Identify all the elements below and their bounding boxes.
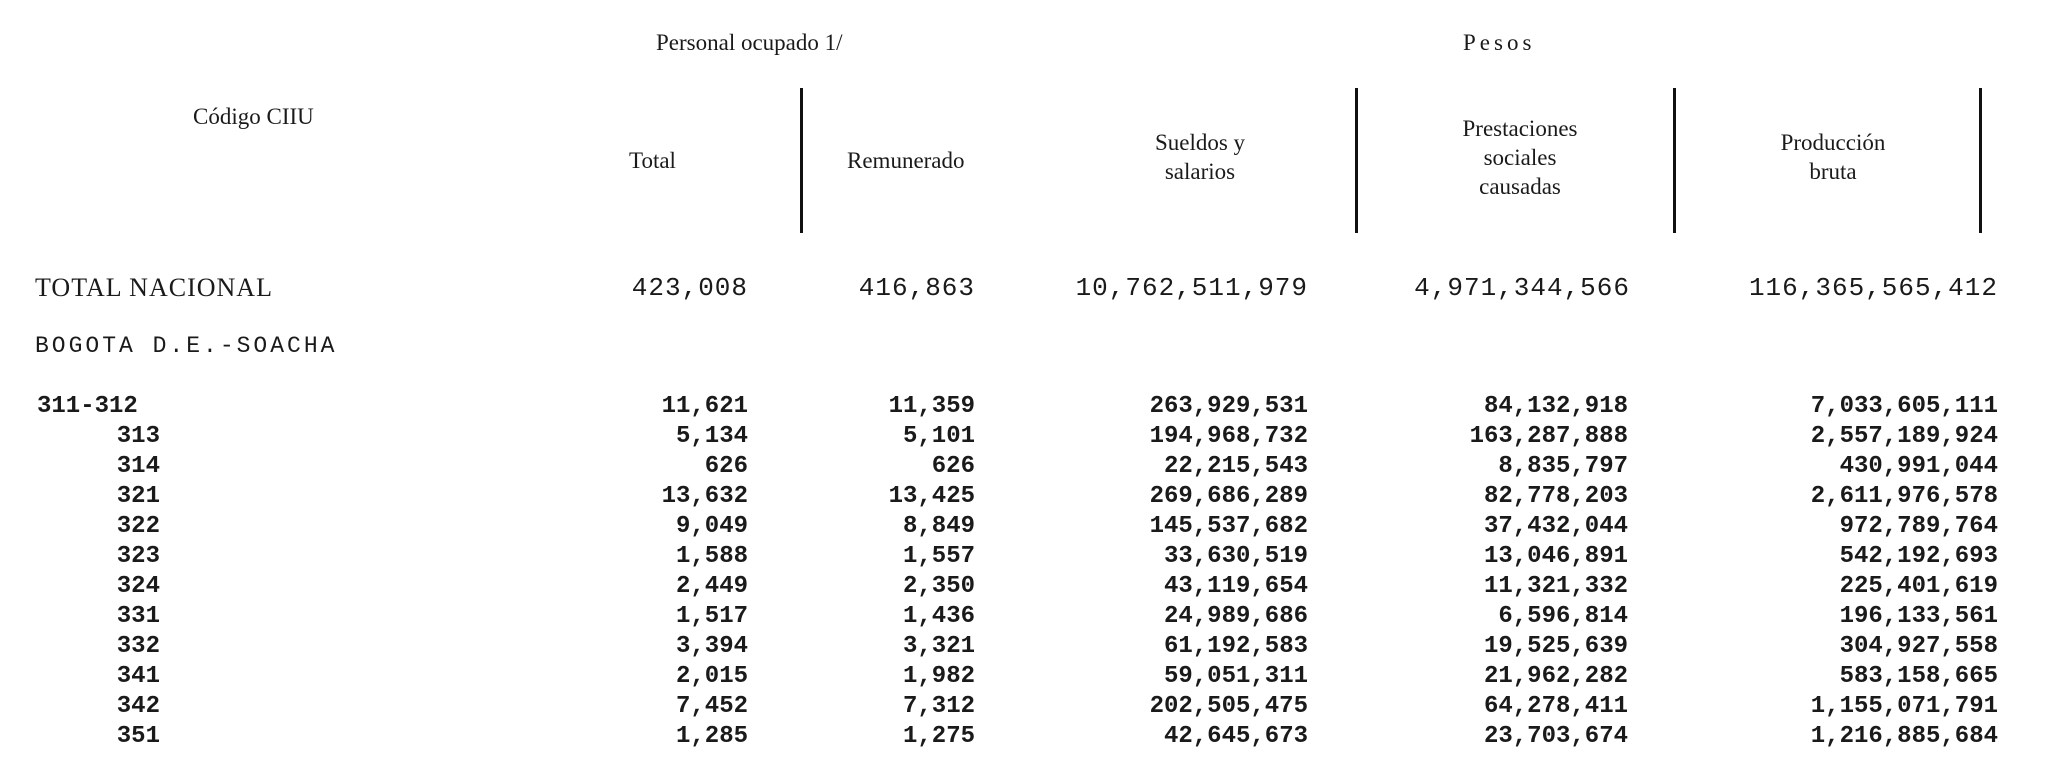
sueldos-cell: 33,630,519	[1163, 543, 1308, 570]
remunerado-cell: 8,849	[902, 513, 975, 540]
sueldos-cell: 269,686,289	[1149, 483, 1308, 510]
remunerado-cell: 1,557	[902, 543, 975, 570]
remunerado-header: Remunerado	[847, 148, 965, 173]
total-cell: 1,517	[675, 603, 748, 630]
prestaciones-cell: 23,703,674	[1483, 723, 1628, 750]
produccion-cell: 7,033,605,111	[1810, 393, 1998, 420]
total-nacional-sueldos: 10,762,511,979	[1075, 273, 1308, 303]
table-row	[0, 452, 2045, 482]
ciiu-code: 342	[116, 693, 160, 720]
total-cell: 3,394	[675, 633, 748, 660]
prestaciones-cell: 19,525,639	[1483, 633, 1628, 660]
total-cell: 1,588	[675, 543, 748, 570]
table-row	[0, 692, 2045, 722]
sueldos-cell: 61,192,583	[1163, 633, 1308, 660]
total-cell: 13,632	[661, 483, 748, 510]
ciiu-code: 314	[116, 453, 160, 480]
prestaciones-cell: 64,278,411	[1483, 693, 1628, 720]
sueldos-cell: 202,505,475	[1149, 693, 1308, 720]
total-cell: 11,621	[661, 393, 748, 420]
produccion-cell: 972,789,764	[1839, 513, 1998, 540]
produccion-header: Producción bruta	[1780, 130, 1886, 184]
total-nacional-prestaciones: 4,971,344,566	[1414, 273, 1630, 303]
total-nacional-remunerado: 416,863	[858, 273, 975, 303]
table-row	[0, 422, 2045, 452]
prestaciones-cell: 6,596,814	[1498, 603, 1628, 630]
produccion-cell: 542,192,693	[1839, 543, 1998, 570]
sueldos-cell: 42,645,673	[1163, 723, 1308, 750]
produccion-cell: 2,557,189,924	[1810, 423, 1998, 450]
pesos-header: Pesos	[1463, 30, 1536, 55]
produccion-cell: 2,611,976,578	[1810, 483, 1998, 510]
ciiu-code: 332	[116, 633, 160, 660]
total-nacional-produccion: 116,365,565,412	[1748, 273, 1998, 303]
table-row	[0, 662, 2045, 692]
prestaciones-cell: 84,132,918	[1483, 393, 1628, 420]
codigo-ciiu-header: Código CIIU	[193, 104, 314, 129]
remunerado-cell: 7,312	[902, 693, 975, 720]
remunerado-cell: 13,425	[888, 483, 975, 510]
produccion-cell: 583,158,665	[1839, 663, 1998, 690]
remunerado-cell: 11,359	[888, 393, 975, 420]
total-nacional-label: TOTAL NACIONAL	[35, 273, 273, 302]
region-label: BOGOTA D.E.-SOACHA	[35, 333, 338, 359]
remunerado-cell: 1,275	[902, 723, 975, 750]
prestaciones-cell: 21,962,282	[1483, 663, 1628, 690]
remunerado-cell: 5,101	[902, 423, 975, 450]
sueldos-header: Sueldos y salarios	[1154, 130, 1246, 184]
table-row	[0, 572, 2045, 602]
total-nacional-total: 423,008	[631, 273, 748, 303]
total-header: Total	[629, 148, 676, 173]
table-row	[0, 512, 2045, 542]
remunerado-cell: 1,436	[902, 603, 975, 630]
table-row	[0, 392, 2045, 422]
prestaciones-cell: 13,046,891	[1483, 543, 1628, 570]
sueldos-cell: 24,989,686	[1163, 603, 1308, 630]
ciiu-code: 311-312	[37, 393, 138, 420]
remunerado-cell: 626	[931, 453, 975, 480]
sueldos-cell: 145,537,682	[1149, 513, 1308, 540]
produccion-cell: 1,216,885,684	[1810, 723, 1998, 750]
produccion-cell: 225,401,619	[1839, 573, 1998, 600]
sueldos-cell: 22,215,543	[1163, 453, 1308, 480]
column-divider	[1355, 88, 1358, 233]
prestaciones-cell: 11,321,332	[1483, 573, 1628, 600]
prestaciones-header: Prestaciones sociales causadas	[1462, 116, 1578, 199]
ciiu-code: 341	[116, 663, 160, 690]
produccion-cell: 1,155,071,791	[1810, 693, 1998, 720]
ciiu-code: 321	[116, 483, 160, 510]
ciiu-code: 322	[116, 513, 160, 540]
data-table-body	[0, 392, 2045, 752]
total-cell: 2,015	[675, 663, 748, 690]
total-cell: 5,134	[675, 423, 748, 450]
table-row	[0, 482, 2045, 512]
prestaciones-cell: 82,778,203	[1483, 483, 1628, 510]
column-divider	[1979, 88, 1982, 233]
remunerado-cell: 3,321	[902, 633, 975, 660]
prestaciones-cell: 8,835,797	[1498, 453, 1628, 480]
column-divider	[800, 88, 803, 233]
total-cell: 2,449	[675, 573, 748, 600]
produccion-cell: 196,133,561	[1839, 603, 1998, 630]
prestaciones-cell: 163,287,888	[1469, 423, 1628, 450]
total-cell: 9,049	[675, 513, 748, 540]
total-cell: 1,285	[675, 723, 748, 750]
column-divider	[1673, 88, 1676, 233]
table-row	[0, 602, 2045, 632]
produccion-cell: 430,991,044	[1839, 453, 1998, 480]
ciiu-code: 351	[116, 723, 160, 750]
personal-ocupado-header: Personal ocupado 1/	[656, 30, 843, 55]
total-cell: 7,452	[675, 693, 748, 720]
ciiu-code: 313	[116, 423, 160, 450]
ciiu-code: 331	[116, 603, 160, 630]
remunerado-cell: 1,982	[902, 663, 975, 690]
produccion-cell: 304,927,558	[1839, 633, 1998, 660]
sueldos-cell: 194,968,732	[1149, 423, 1308, 450]
table-row	[0, 542, 2045, 572]
remunerado-cell: 2,350	[902, 573, 975, 600]
total-cell: 626	[704, 453, 748, 480]
table-row	[0, 632, 2045, 662]
sueldos-cell: 43,119,654	[1163, 573, 1308, 600]
table-row	[0, 722, 2045, 752]
ciiu-code: 324	[116, 573, 160, 600]
sueldos-cell: 263,929,531	[1149, 393, 1308, 420]
sueldos-cell: 59,051,311	[1163, 663, 1308, 690]
prestaciones-cell: 37,432,044	[1483, 513, 1628, 540]
ciiu-code: 323	[116, 543, 160, 570]
